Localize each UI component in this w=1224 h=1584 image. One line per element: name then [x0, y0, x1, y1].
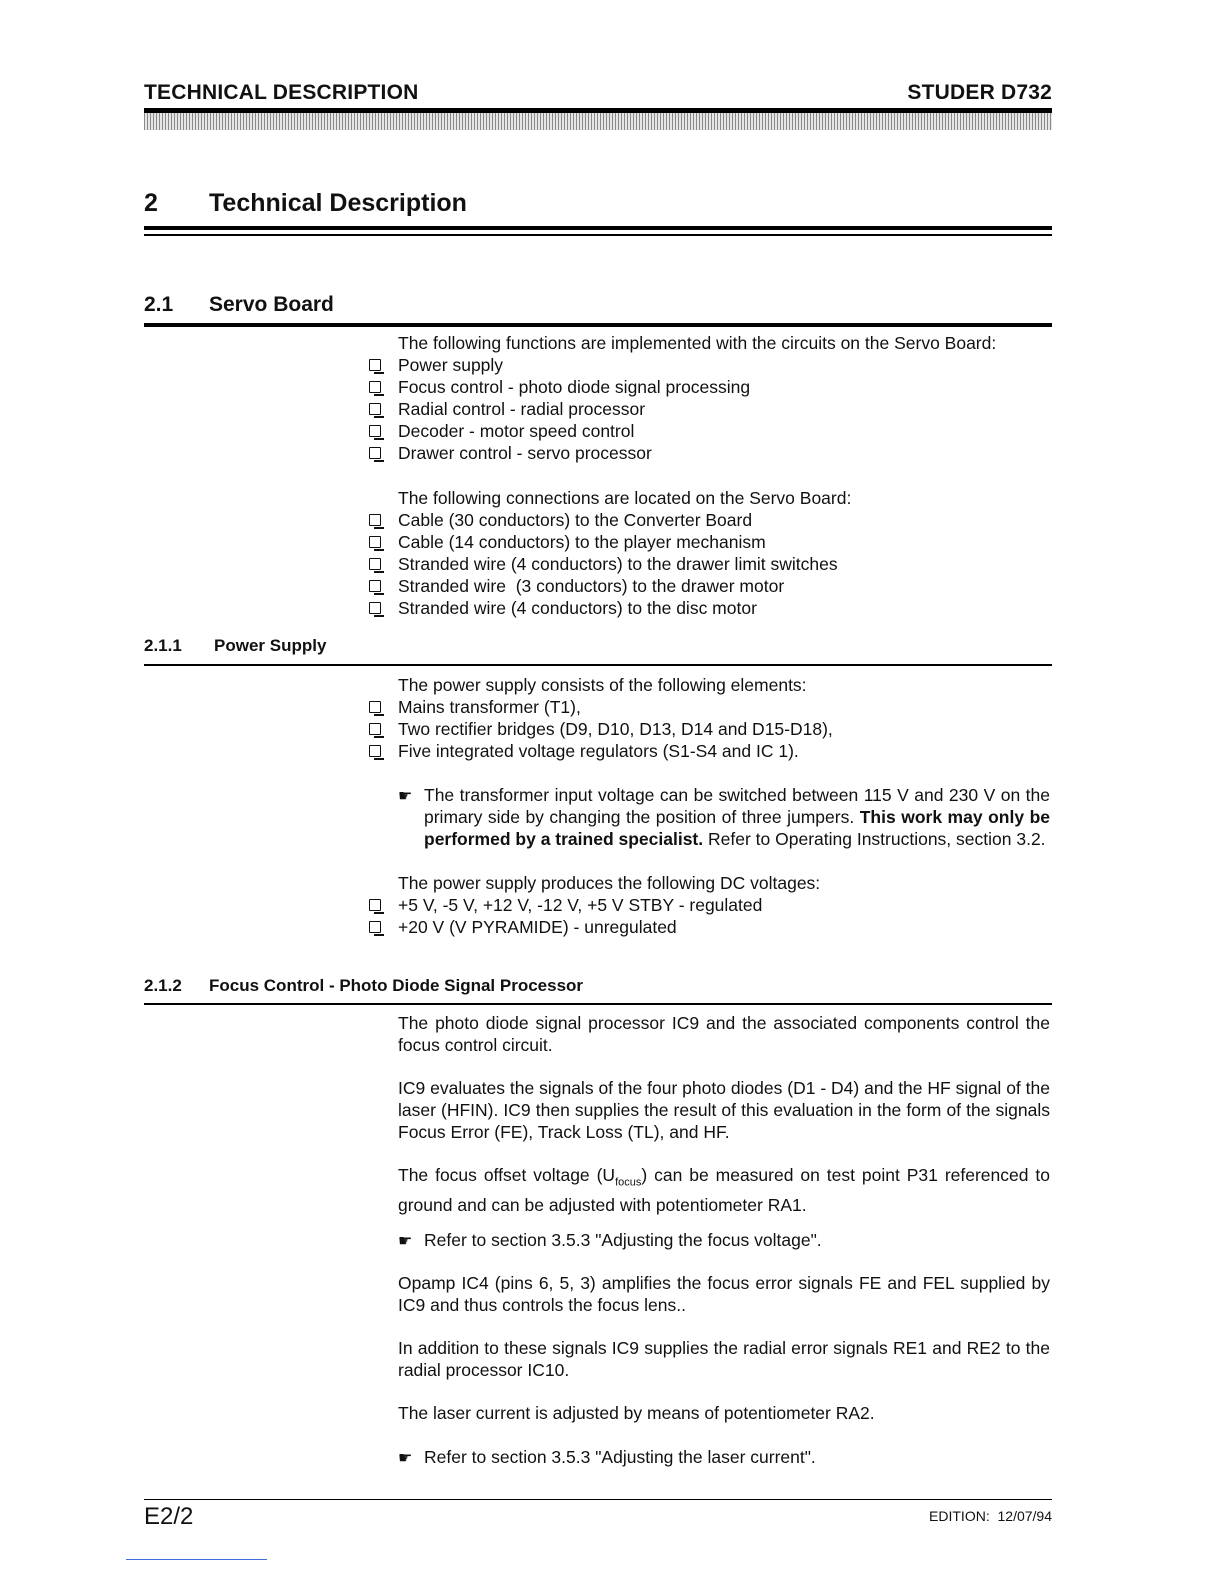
focus-paragraph-6: The laser current is adjusted by means of potentiometer RA2. [398, 1403, 875, 1423]
checkbox-bullet-icon [369, 447, 381, 459]
transformer-note [424, 784, 1050, 850]
focus-voltage-reference: Refer to section 3.5.3 "Adjusting the focus voltage". [424, 1230, 822, 1250]
checkbox-bullet-icon [369, 403, 381, 415]
focus-paragraph-3 [398, 1164, 1050, 1216]
checkbox-bullet-icon [369, 580, 381, 592]
dc-intro: The power supply produces the following DC voltages: [398, 873, 821, 893]
list-item: Mains transformer (T1), [398, 697, 581, 717]
focus-paragraph-2: IC9 evaluates the signals of the four photo diodes (D1 - D4) and the HF signal of the laser (HFIN). IC9 then supplies the result of this evaluation in the form of the signals Focus Error (FE), Track Loss (TL), and HF. [398, 1078, 1050, 1142]
list-item: Decoder - motor speed control [398, 421, 635, 441]
subsection-number-power: 2.1.1 [144, 636, 182, 655]
subsection-title-focus: Focus Control - Photo Diode Signal Processor [209, 976, 584, 995]
list-item: Stranded wire (3 conductors) to the drawer motor [398, 576, 785, 596]
running-header-product: STUDER D732 [907, 81, 1052, 104]
checkbox-bullet-icon [369, 602, 381, 614]
list-item: Radial control - radial processor [398, 399, 646, 419]
checkbox-bullet-icon [369, 899, 381, 911]
subscript: focus [615, 1176, 642, 1189]
focus-paragraph-1: The photo diode signal processor IC9 and the associated components control the focus control circuit. [398, 1013, 1050, 1055]
section-rule [144, 323, 1052, 327]
subsection-number-focus: 2.1.2 [144, 976, 182, 995]
list-item: +20 V (V PYRAMIDE) - unregulated [398, 917, 677, 937]
pointing-hand-icon: ☛ [398, 1233, 413, 1250]
checkbox-bullet-icon [369, 921, 381, 933]
functions-intro: The following functions are implemented with the circuits on the Servo Board: [398, 333, 997, 353]
laser-current-reference: Refer to section 3.5.3 "Adjusting the laser current". [424, 1447, 816, 1467]
subsection-title-power: Power Supply [214, 636, 327, 655]
checkbox-bullet-icon [369, 381, 381, 393]
note-warning: This work may only be performed by a trained specialist. [424, 807, 1050, 849]
checkbox-bullet-icon [369, 723, 381, 735]
note-reference: Refer to Operating Instructions, section 3.2. [708, 829, 1046, 849]
focus-paragraph-5: In addition to these signals IC9 supplies the radial error signals RE1 and RE2 to the radial processor IC10. [398, 1338, 1050, 1380]
note-text: The transformer input voltage can be switched between 115 V and 230 V on the primary side by changing the position of three jumpers. [424, 785, 1050, 827]
text-fragment: The focus offset voltage (U [398, 1165, 616, 1185]
focus-paragraph-4: Opamp IC4 (pins 6, 5, 3) amplifies the focus error signals FE and FEL supplied by IC9 and thus controls the focus lens.. [398, 1273, 1050, 1315]
checkbox-bullet-icon [369, 359, 381, 371]
list-item: Two rectifier bridges (D9, D10, D13, D14 and D15-D18), [398, 719, 833, 739]
list-item: Five integrated voltage regulators (S1-S4 and IC 1). [398, 741, 799, 761]
power-intro: The power supply consists of the following elements: [398, 675, 807, 695]
list-item: Stranded wire (4 conductors) to the disc motor [398, 598, 757, 618]
list-item: Drawer control - servo processor [398, 443, 652, 463]
header-rule [144, 108, 1052, 130]
pointing-hand-icon: ☛ [398, 788, 413, 805]
page-number: E2/2 [144, 1503, 194, 1530]
section-number: 2.1 [144, 293, 174, 316]
checkbox-bullet-icon [369, 536, 381, 548]
list-item: Focus control - photo diode signal processing [398, 377, 751, 397]
checkbox-bullet-icon [369, 745, 381, 757]
footer-rule [144, 1499, 1052, 1500]
chapter-title: Technical Description [209, 189, 467, 217]
list-item: Cable (30 conductors) to the Converter Board [398, 510, 753, 530]
list-item: +5 V, -5 V, +12 V, -12 V, +5 V STBY - regulated [398, 895, 763, 915]
checkbox-bullet-icon [369, 701, 381, 713]
subsection-rule [144, 1003, 1052, 1005]
pointing-hand-icon: ☛ [398, 1450, 413, 1467]
list-item: Power supply [398, 355, 504, 375]
chapter-rule [144, 226, 1052, 236]
section-title: Servo Board [209, 293, 334, 316]
chapter-number: 2 [144, 189, 158, 217]
checkbox-bullet-icon [369, 558, 381, 570]
list-item: Stranded wire (4 conductors) to the drawer limit switches [398, 554, 838, 574]
connections-intro: The following connections are located on the Servo Board: [398, 488, 852, 508]
checkbox-bullet-icon [369, 425, 381, 437]
checkbox-bullet-icon [369, 514, 381, 526]
list-item: Cable (14 conductors) to the player mechanism [398, 532, 766, 552]
subsection-rule [144, 664, 1052, 666]
scan-artifact-line [126, 1559, 267, 1560]
running-header-title: TECHNICAL DESCRIPTION [144, 81, 419, 104]
text-fragment: ) can be measured on test point P31 referenced to ground and can be adjusted with potentiometer RA1. [398, 1165, 1051, 1215]
edition-date: EDITION: 12/07/94 [929, 1508, 1052, 1524]
